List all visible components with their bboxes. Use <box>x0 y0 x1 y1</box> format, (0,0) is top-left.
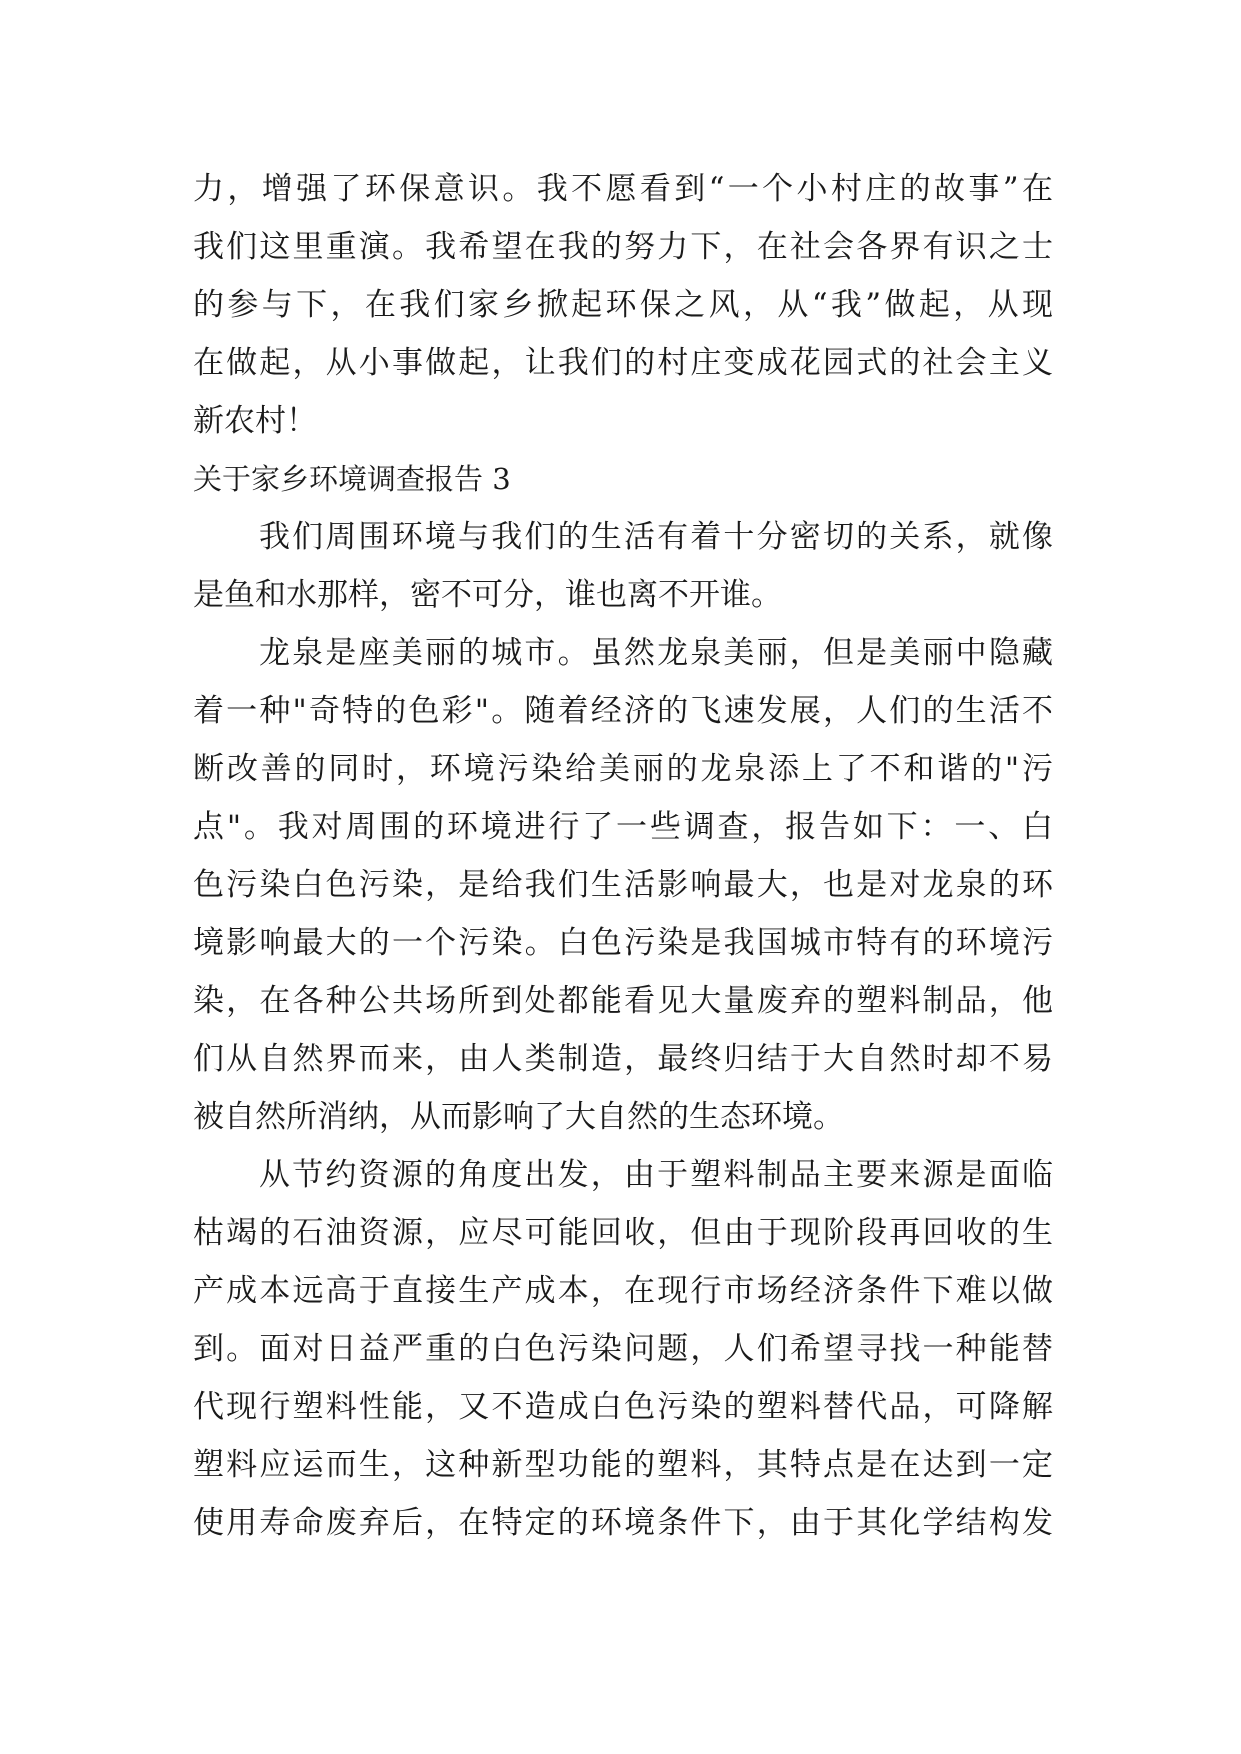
text-line: 使用寿命废弃后，在特定的环境条件下，由于其化学结构发 <box>193 1505 1053 1541</box>
text-line: 塑料应运而生，这种新型功能的塑料，其特点是在达到一定 <box>193 1447 1053 1483</box>
text-line: 新农村！ <box>193 403 317 439</box>
text-line: 色污染白色污染，是给我们生活影响最大，也是对龙泉的环 <box>193 867 1053 903</box>
text-line: 从节约资源的角度出发，由于塑料制品主要来源是面临 <box>259 1157 1053 1193</box>
text-line: 是鱼和水那样，密不可分，谁也离不开谁。 <box>193 577 782 613</box>
text-line: 点"。我对周围的环境进行了一些调查，报告如下：一、白 <box>193 809 1053 845</box>
text-line: 的参与下，在我们家乡掀起环保之风，从“我”做起，从现 <box>193 287 1053 323</box>
text-line: 在做起，从小事做起，让我们的村庄变成花园式的社会主义 <box>193 345 1053 381</box>
paragraph <box>193 624 1053 1146</box>
text-line: 我们这里重演。我希望在我的努力下，在社会各界有识之士 <box>193 229 1053 265</box>
text-line: 力，增强了环保意识。我不愿看到“一个小村庄的故事”在 <box>193 171 1053 207</box>
text-line: 代现行塑料性能，又不造成白色污染的塑料替代品，可降解 <box>193 1389 1053 1425</box>
paragraph <box>193 1146 1053 1552</box>
section-heading: 关于家乡环境调查报告 3 <box>193 462 511 496</box>
text-line: 龙泉是座美丽的城市。虽然龙泉美丽，但是美丽中隐藏 <box>259 635 1053 671</box>
text-line: 到。面对日益严重的白色污染问题，人们希望寻找一种能替 <box>193 1331 1053 1367</box>
text-line: 染，在各种公共场所到处都能看见大量废弃的塑料制品，他 <box>193 983 1053 1019</box>
text-line: 着一种"奇特的色彩"。随着经济的飞速发展，人们的生活不 <box>193 693 1053 729</box>
text-line: 境影响最大的一个污染。白色污染是我国城市特有的环境污 <box>193 925 1053 961</box>
text-line: 枯竭的石油资源，应尽可能回收，但由于现阶段再回收的生 <box>193 1215 1053 1251</box>
text-line: 断改善的同时，环境污染给美丽的龙泉添上了不和谐的"污 <box>193 751 1053 787</box>
paragraph <box>193 508 1053 624</box>
text-line: 们从自然界而来，由人类制造，最终归结于大自然时却不易 <box>193 1041 1053 1077</box>
text-line: 我们周围环境与我们的生活有着十分密切的关系，就像 <box>259 519 1053 555</box>
document-body <box>193 160 1053 1552</box>
text-line: 被自然所消纳，从而影响了大自然的生态环境。 <box>193 1099 844 1135</box>
continuation-paragraph <box>193 160 1053 450</box>
text-line: 产成本远高于直接生产成本，在现行市场经济条件下难以做 <box>193 1273 1053 1309</box>
